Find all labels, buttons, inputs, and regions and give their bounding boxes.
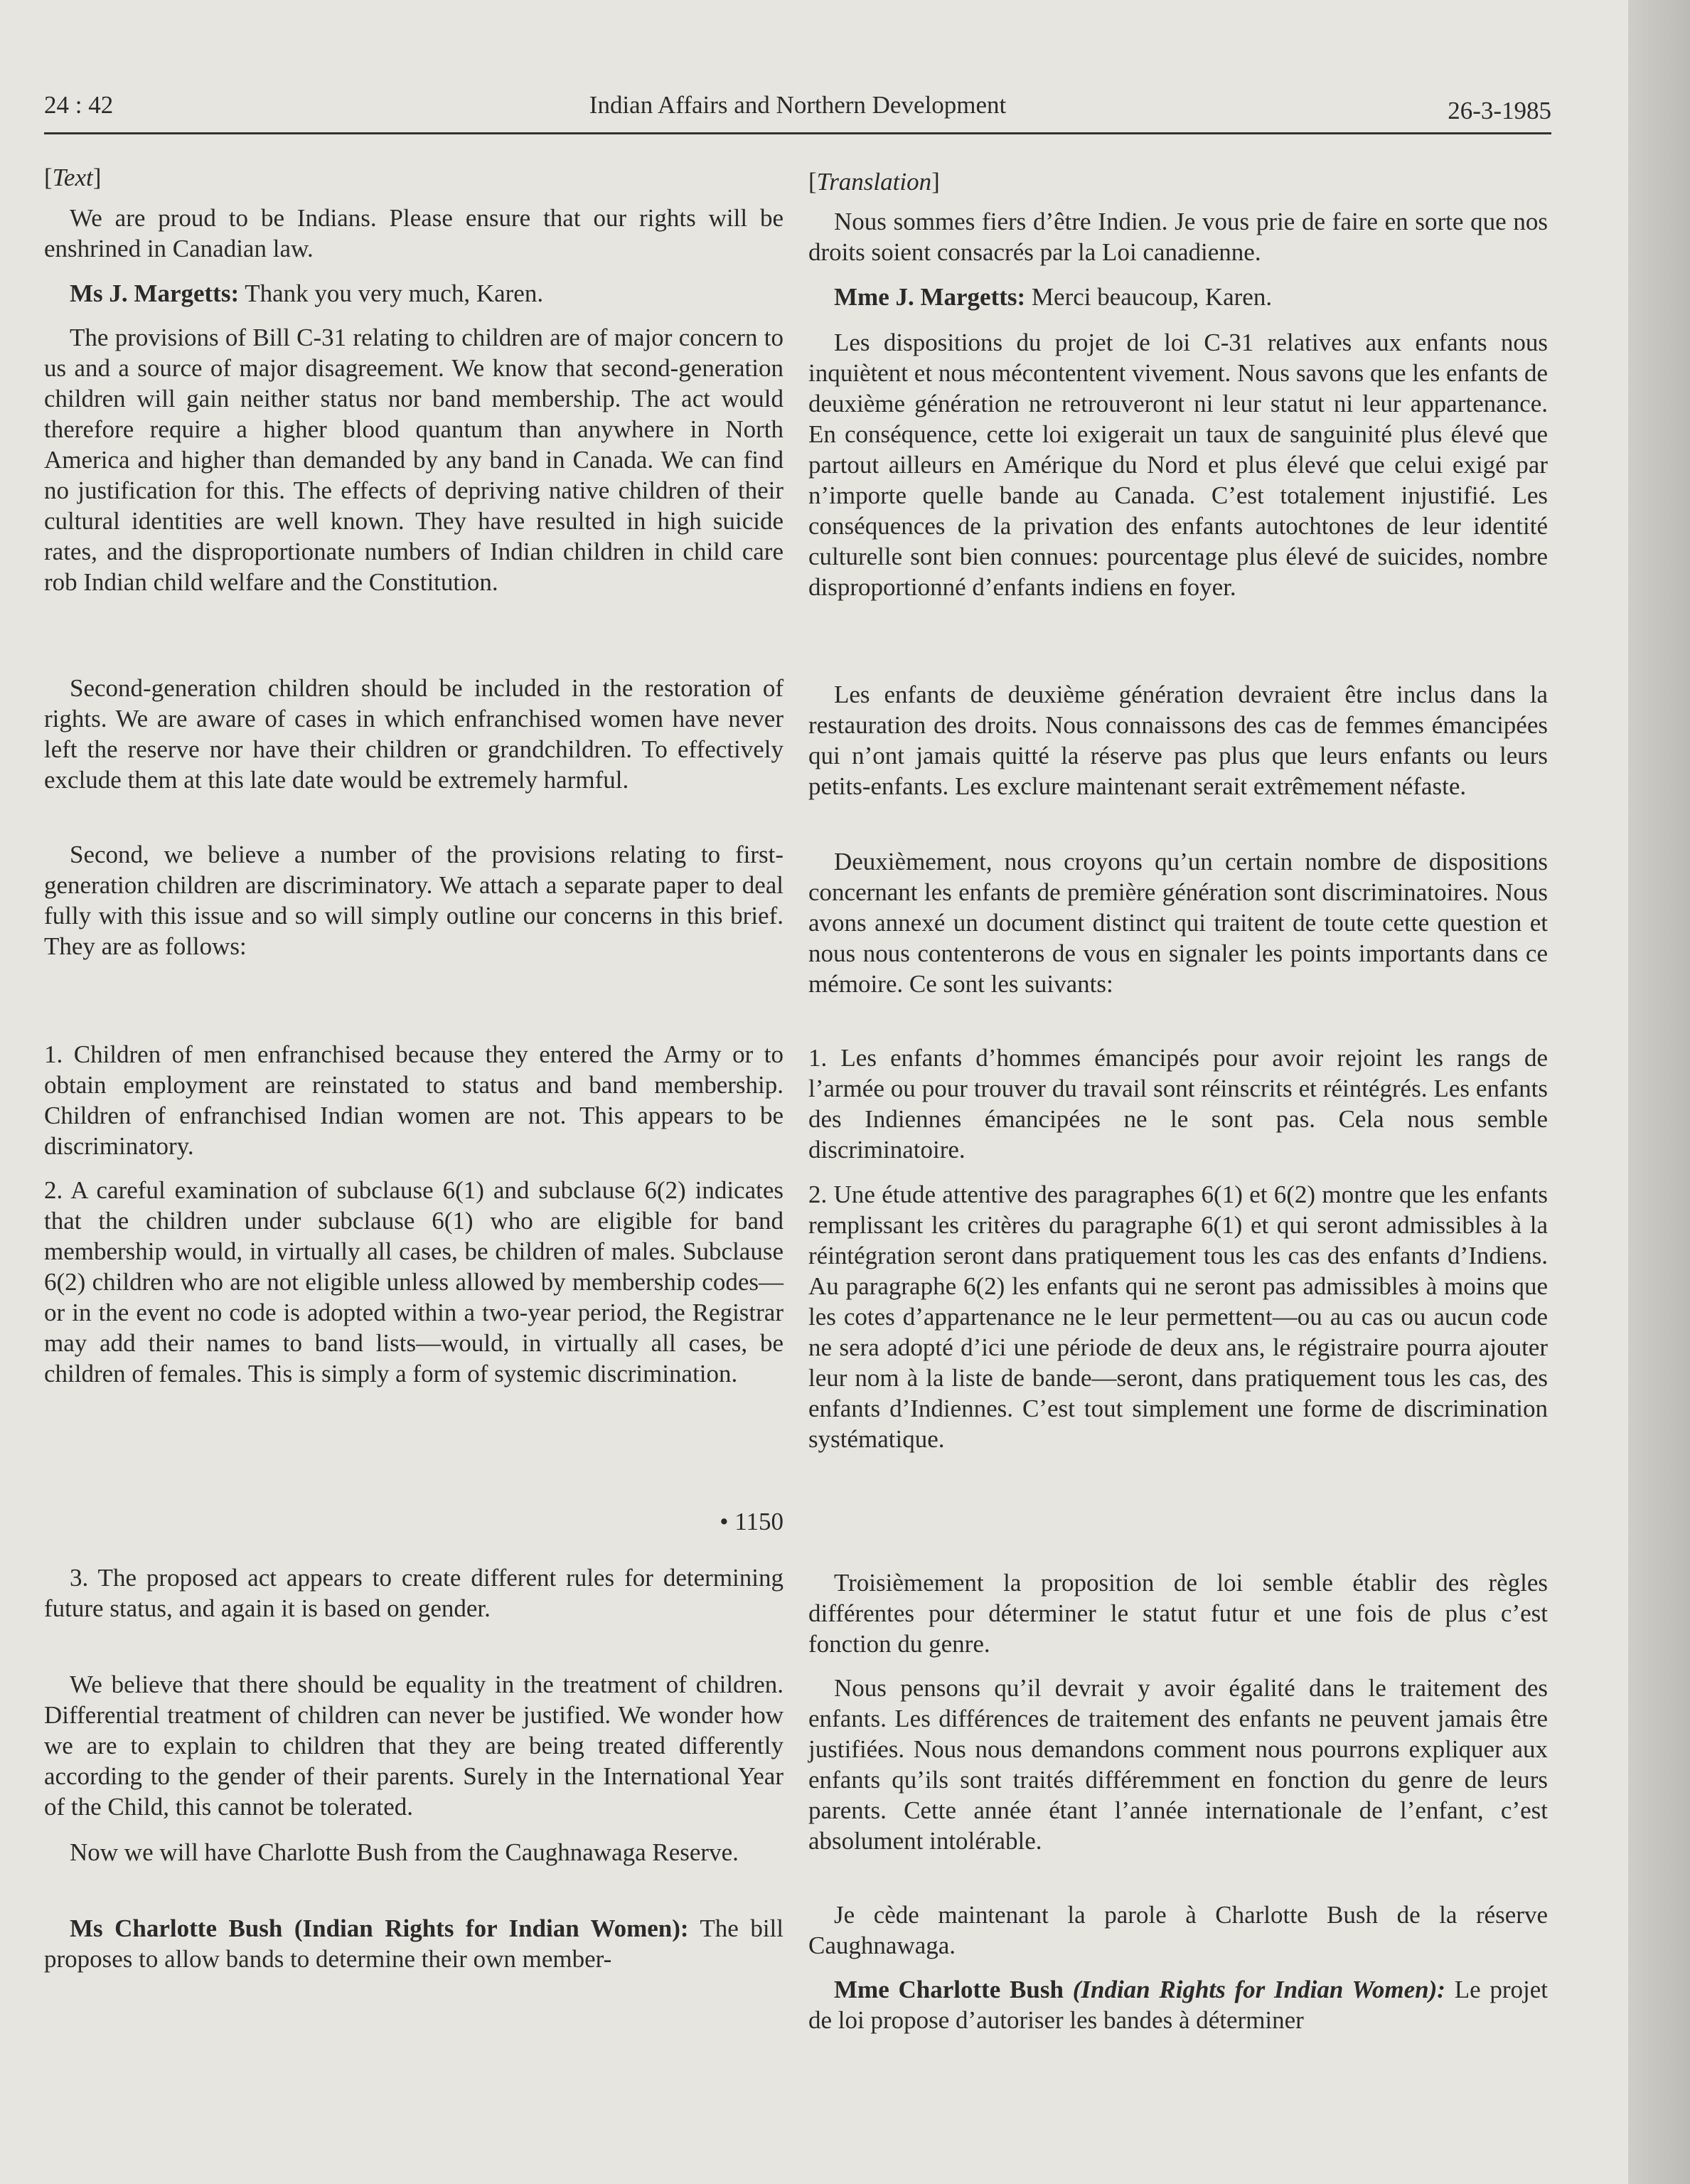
paragraph: Second, we believe a number of the provisions relating to first-generation children are discriminatory. We attach a separate paper to deal fully with this issue and so will simply outline our concerns in this brief. They are as follows: <box>44 841 784 960</box>
translation-tag: [Translation] <box>808 168 940 196</box>
paragraph: Nous sommes fiers d’être Indien. Je vous prie de faire en sorte que nos droits soient consacrés par la Loi canadienne. <box>808 208 1548 266</box>
time-marker: • 1150 <box>720 1508 784 1535</box>
page-number: 24 : 42 <box>44 91 114 119</box>
speaker-paragraph: Ms J. Margetts: Thank you very much, Karen. <box>70 279 544 307</box>
speaker-name: Ms Charlotte Bush (Indian Rights for Indian Women): <box>70 1914 689 1942</box>
speaker-affiliation: (Indian Rights for Indian Women): <box>1072 1976 1445 2003</box>
list-item: 2. Une étude attentive des paragraphes 6(1) et 6(2) montre que les enfants remplissant les critères du paragraphe 6(1) et qui seront admissibles à la réintégration seront dans pratiquement tous les cas des enfants d’Indiens. Au paragraphe 6(2) les enfants qui ne seront pas admissibles à moins que les cotes d’appartenance ne le leur permettent—ou au cas ou aucun code ne sera adopté d’ici une période de deux ans, le régistraire pourra ajouter leur nom à la liste de bande—seront, dans pratiquement tous les cas, des enfants d’Indiennes. C’est tout simplement une forme de discrimination systématique. <box>808 1181 1548 1453</box>
paragraph: Les dispositions du projet de loi C-31 relatives aux enfants nous inquiètent et nous mécontentent vivement. Nous savons que les enfants de deuxième génération ne retrouveront ni leur statut ni leur appartenance. En conséquence, cette loi exigerait un taux de sanguinité plus élevé que partout ailleurs en Amérique du Nord et plus élevé que celui exigé par n’importe quelle bande au Canada. C’est totalement injustifié. Les conséquences de la privation des enfants autochtones de leur identité culturelle sont bien connues: pourcentage plus élevé de suicides, nombre disproportionné d’enfants indiens en foyer. <box>808 329 1548 601</box>
paragraph: Now we will have Charlotte Bush from the Caughnawaga Reserve. <box>70 1838 739 1866</box>
paragraph: Deuxièmement, nous croyons qu’un certain nombre de dispositions concernant les enfants de première génération sont discriminatoires. Nous avons annexé un document distinct qui traitent de toute cette question et nous nous contenterons de vous en signaler les points importants dans ce mémoire. Ce sont les suivants: <box>808 848 1548 998</box>
list-item: 3. The proposed act appears to create different rules for determining future status, and again it is based on gender. <box>44 1564 784 1622</box>
header-rule <box>44 132 1551 134</box>
list-item: 1. Children of men enfranchised because they entered the Army or to obtain employment are reinstated to status and band membership. Children of enfranchised Indian women are not. This appears to be discriminatory. <box>44 1040 784 1160</box>
header-date: 26-3-1985 <box>1448 97 1551 124</box>
paragraph: We are proud to be Indians. Please ensure that our rights will be enshrined in Canadian law. <box>44 204 784 262</box>
speaker-paragraph: Mme Charlotte Bush (Indian Rights for Indian Women): Le projet de loi propose d’autoriser les bandes à déterminer <box>808 1976 1549 2034</box>
speaker-paragraph: Ms Charlotte Bush (Indian Rights for Indian Women): The bill proposes to allow bands to determine their own member- <box>44 1914 784 1973</box>
text-tag: [Text] <box>44 164 102 191</box>
running-title: Indian Affairs and Northern Development <box>589 91 1007 119</box>
paragraph: Je cède maintenant la parole à Charlotte Bush de la réserve Caughnawaga. <box>808 1901 1548 1959</box>
list-item: 2. A careful examination of subclause 6(1) and subclause 6(2) indicates that the children under subclause 6(1) who are eligible for band membership would, in virtually all cases, be children of males. Subclause 6(2) children who are not eligible unless allowed by membership codes—or in the event no code is adopted within a two-year period, the Registrar may add their names to band lists—would, in virtually all cases, be children of females. This is simply a form of systemic discrimination. <box>44 1176 784 1387</box>
paragraph: Nous pensons qu’il devrait y avoir égalité dans le traitement des enfants. Les différences de traitement des enfants ne peuvent jamais être justifiées. Nous nous demandons comment nous pourrons expliquer aux enfants qu’ils sont traités différemment en fonction du genre de leurs parents. Cette année étant l’année internationale de l’enfant, c’est absolument intolérable. <box>808 1674 1548 1855</box>
speaker-paragraph: Mme J. Margetts: Merci beaucoup, Karen. <box>834 283 1273 311</box>
list-item: 1. Les enfants d’hommes émancipés pour avoir rejoint les rangs de l’armée ou pour trouver du travail sont réinscrits et réintégrés. Les enfants des Indiennes émancipées ne le sont pas. Cela nous semble discriminatoire. <box>808 1044 1548 1163</box>
paragraph: Troisièmement la proposition de loi semble établir des règles différentes pour déterminer le statut futur et une fois de plus c’est fonction du genre. <box>808 1569 1548 1658</box>
paragraph: The provisions of Bill C-31 relating to children are of major concern to us and a source of major disagreement. We know that second-generation children will gain neither status nor band membership. The act would therefore require a higher blood quantum than anywhere in North America and higher than demanded by any band in Canada. We can find no justification for this. The effects of depriving native children of their cultural identities are well known. They have resulted in high suicide rates, and the disproportionate numbers of Indian children in child care rob Indian child welfare and the Constitution. <box>44 324 784 596</box>
paragraph: Second-generation children should be included in the restoration of rights. We are aware of cases in which enfranchised women have never left the reserve nor have their children or grandchildren. To effectively exclude them at this late date would be extremely harmful. <box>44 674 784 794</box>
speaker-name: Ms J. Margetts: <box>70 279 240 307</box>
speaker-name: Mme J. Margetts: <box>834 283 1026 311</box>
speaker-name: Mme Charlotte Bush <box>834 1976 1064 2003</box>
paragraph: We believe that there should be equality in the treatment of children. Differential treatment of children can never be justified. We wonder how we are to explain to children that they are being treated differently according to the gender of their parents. Surely in the International Year of the Child, this cannot be tolerated. <box>44 1671 784 1821</box>
paragraph: Les enfants de deuxième génération devraient être inclus dans la restauration des droits. Nous connaissons des cas de femmes émancipées qui n’ont jamais quitté la réserve pas plus que leurs enfants ou leurs petits-enfants. Les exclure maintenant serait extrêmement néfaste. <box>808 681 1548 800</box>
page-edge <box>1628 0 1690 2184</box>
page-header <box>44 87 1551 129</box>
